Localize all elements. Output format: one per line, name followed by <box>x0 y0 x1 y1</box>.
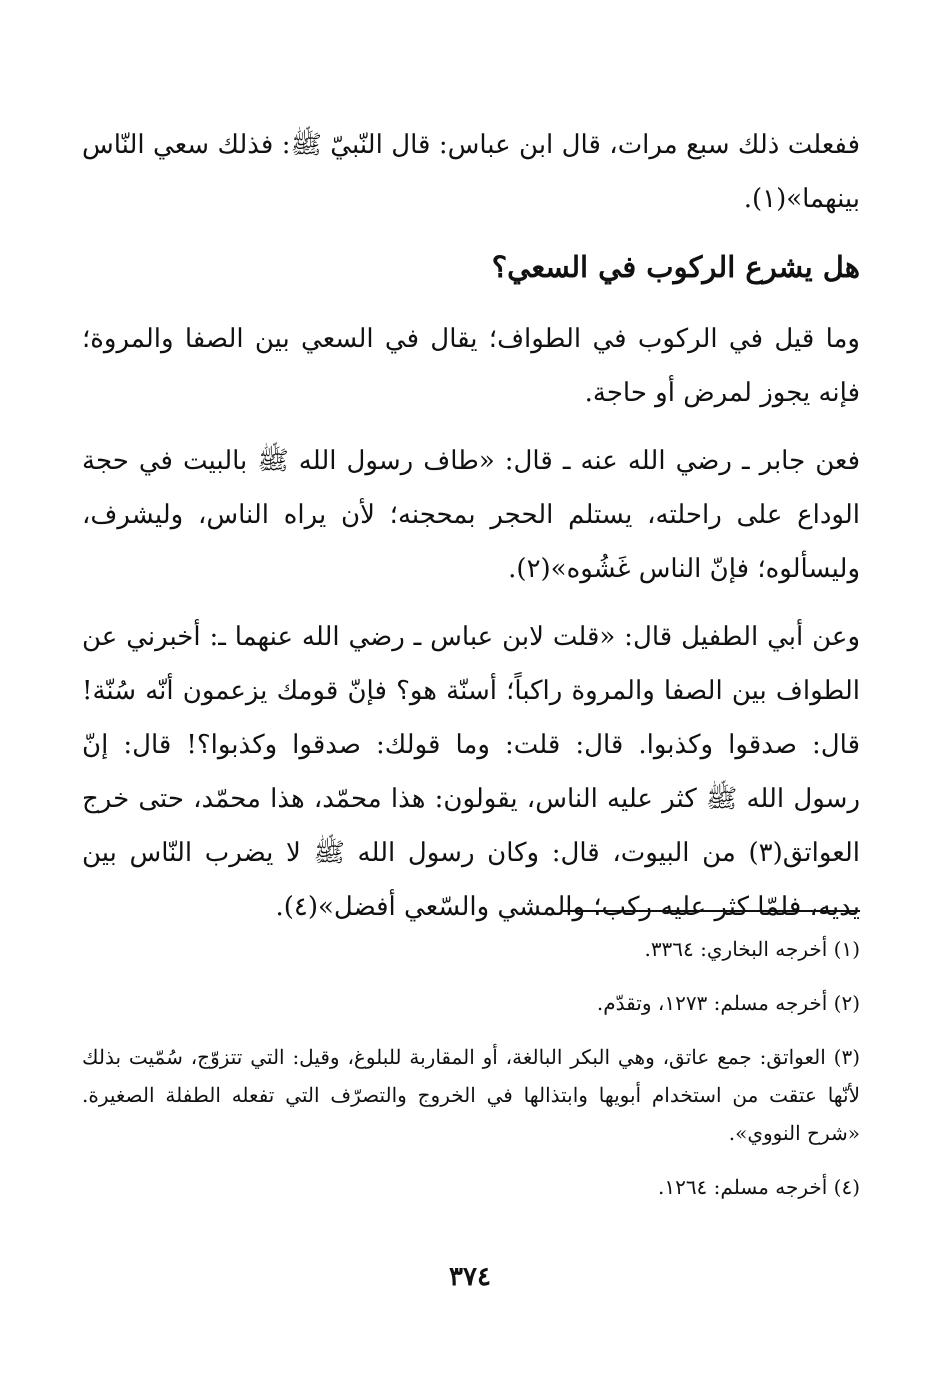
section-heading: هل يشرع الركوب في السعي؟ <box>491 250 860 284</box>
footnote-3: (٣) العواتق: جمع عاتق، وهي البكر البالغة، أو المقاربة للبلوغ، وقيل: التي تتزوّج، سُمّيت بذلك لأنّها عتقت من استخدام أبويها وابتذالها في الخروج والتصرّف التي تفعله الطفلة الصغيرة. «شرح النووي». <box>82 1045 860 1145</box>
footnote-2: (٢) أخرجه مسلم: ١٢٧٣، وتقدّم. <box>596 991 860 1015</box>
paragraph-1: ففعلت ذلك سبع مرات، قال ابن عباس: قال النّبيّ ﷺ: فذلك سعي النّاس بينهما»(١). <box>82 130 860 214</box>
paragraph-2: وما قيل في الركوب في الطواف؛ يقال في السعي بين الصفا والمروة؛ فإنه يجوز لمرض أو حاجة. <box>82 324 860 408</box>
footnote-4: (٤) أخرجه مسلم: ١٢٦٤. <box>657 1175 860 1199</box>
main-text <box>82 118 860 934</box>
paragraph-4: وعن أبي الطفيل قال: «قلت لابن عباس ـ رضي الله عنهما ـ: أخبرني عن الطواف بين الصفا والمروة راكباً؛ أسنّة هو؟ فإنّ قومك يزعمون أنّه سُنّة! قال: صدقوا وكذبوا. قال: قلت: وما قولك: صدقوا وكذبوا؟! قال: إنّ رسول الله ﷺ كثر عليه الناس، يقولون: هذا محمّد، هذا محمّد، حتى خرج العواتق(٣) من البيوت، قال: وكان رسول الله ﷺ لا يضرب النّاس بين يديه، فلمّا كثر عليه ركب؛ والمشي والسّعي أفضل»(٤). <box>82 622 860 922</box>
footnote-1: (١) أخرجه البخاري: ٣٣٦٤. <box>644 937 860 961</box>
page-number: ٣٧٤ <box>449 1262 491 1292</box>
paragraph-3: فعن جابر ـ رضي الله عنه ـ قال: «طاف رسول الله ﷺ بالبيت في حجة الوداع على راحلته، يستلم الحجر بمحجنه؛ لأن يراه الناس، وليشرف، وليسألوه؛ فإنّ الناس غَشُوه»(٢). <box>82 446 860 584</box>
footnote-divider <box>562 910 860 912</box>
footnotes <box>82 930 860 1222</box>
